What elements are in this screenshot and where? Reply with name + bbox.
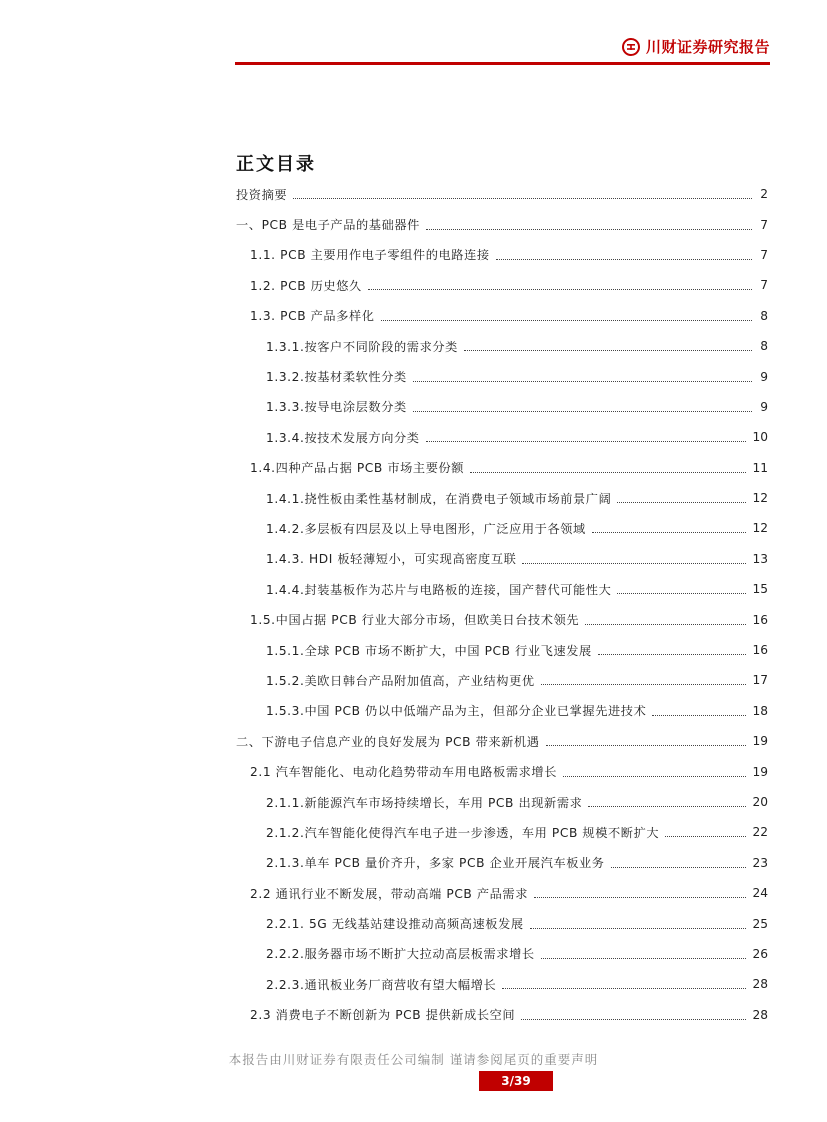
toc-entry-label: 一、PCB 是电子产品的基础器件 [236, 218, 420, 233]
toc-entry-label: 1.5.中国占据 PCB 行业大部分市场，但欧美日台技术领先 [250, 613, 580, 628]
toc-entry-label: 投资摘要 [236, 187, 288, 202]
toc-entry-page: 11 [752, 460, 768, 475]
toc-entry-label: 1.3.2.按基材柔软性分类 [266, 370, 407, 385]
toc-entry-label: 1.1. PCB 主要用作电子零组件的电路连接 [250, 248, 490, 263]
toc-leader-dots [617, 592, 746, 594]
toc-entry[interactable] [236, 453, 768, 483]
toc-entry-page: 10 [752, 430, 768, 445]
toc-entry-page: 9 [760, 399, 768, 414]
brand-name: 川财证券研究报告 [645, 38, 770, 56]
toc-entry-label: 1.3. PCB 产品多样化 [250, 309, 375, 324]
toc-entry-page: 19 [752, 734, 768, 749]
toc-entry-label: 2.2.3.通讯板业务厂商营收有望大幅增长 [266, 977, 497, 992]
toc-entry[interactable] [236, 604, 768, 634]
brand [622, 36, 770, 57]
toc-entry[interactable] [236, 301, 768, 331]
toc-entry[interactable] [236, 787, 768, 817]
toc-entry-page: 28 [752, 977, 768, 992]
toc-entry-label: 1.4.四种产品占据 PCB 市场主要份额 [250, 461, 465, 476]
toc-entry-page: 22 [752, 825, 768, 840]
toc-title: 正文目录 [236, 154, 316, 175]
toc-leader-dots [611, 866, 747, 868]
toc-entry-page: 7 [760, 247, 768, 262]
toc-entry[interactable] [236, 574, 768, 604]
toc-entry[interactable] [236, 513, 768, 543]
toc-leader-dots [413, 380, 752, 382]
toc-entry[interactable] [236, 361, 768, 391]
toc-entry-page: 17 [752, 673, 768, 688]
toc-entry-label: 2.3 消费电子不断创新为 PCB 提供新成长空间 [250, 1008, 516, 1023]
toc-leader-dots [652, 714, 746, 716]
toc-entry-label: 2.2 通讯行业不断发展，带动高端 PCB 产品需求 [250, 886, 529, 901]
toc-leader-dots [413, 410, 752, 412]
toc-entry-label: 2.1.1.新能源汽车市场持续增长，车用 PCB 出现新需求 [266, 795, 583, 810]
toc-entry-page: 12 [752, 521, 768, 536]
toc-entry-page: 19 [752, 764, 768, 779]
toc-entry-page: 8 [760, 339, 768, 354]
toc-entry[interactable] [236, 939, 768, 969]
toc-entry[interactable] [236, 483, 768, 513]
toc-leader-dots [665, 835, 746, 837]
toc-entry[interactable] [236, 696, 768, 726]
toc-leader-dots [522, 562, 746, 564]
toc-entry-page: 2 [760, 187, 768, 202]
toc-entry-label: 1.3.3.按导电涂层数分类 [266, 400, 407, 415]
toc-entry[interactable] [236, 817, 768, 847]
toc-leader-dots [541, 683, 747, 685]
toc-entry-page: 23 [752, 855, 768, 870]
toc-leader-dots [563, 775, 747, 777]
toc-entry[interactable] [236, 544, 768, 574]
toc-entry-label: 1.3.1.按客户不同阶段的需求分类 [266, 339, 458, 354]
toc-entry[interactable] [236, 969, 768, 999]
toc-leader-dots [588, 805, 746, 807]
toc-entry-page: 9 [760, 369, 768, 384]
toc-entry-page: 13 [752, 551, 768, 566]
toc-leader-dots [534, 896, 746, 898]
toc-entry[interactable] [236, 756, 768, 786]
toc-entry-label: 2.2.1. 5G 无线基站建设推动高频高速板发展 [266, 917, 524, 932]
toc-entry-page: 7 [760, 278, 768, 293]
toc-entry[interactable] [236, 392, 768, 422]
toc-leader-dots [470, 471, 746, 473]
toc-entry-label: 二、下游电子信息产业的良好发展为 PCB 带来新机遇 [236, 734, 540, 749]
chuancai-logo-icon [622, 38, 640, 56]
toc-leader-dots [521, 1018, 746, 1020]
toc-entry-label: 1.4.4.封装基板作为芯片与电路板的连接，国产替代可能性大 [266, 582, 612, 597]
toc-entry-label: 1.4.3. HDI 板轻薄短小，可实现高密度互联 [266, 552, 517, 567]
toc-leader-dots [541, 957, 747, 959]
toc-leader-dots [502, 987, 746, 989]
toc-entry-page: 15 [752, 582, 768, 597]
toc-leader-dots [546, 744, 747, 746]
toc-entry-page: 28 [752, 1007, 768, 1022]
page-indicator: 3/39 [479, 1071, 553, 1091]
toc-leader-dots [592, 531, 747, 533]
toc-entry-label: 2.1.3.单车 PCB 量价齐升，多家 PCB 企业开展汽车板业务 [266, 856, 605, 871]
toc-entry-label: 1.4.1.挠性板由柔性基材制成，在消费电子领域市场前景广阔 [266, 491, 612, 506]
toc-leader-dots [426, 440, 747, 442]
toc-entry-page: 20 [752, 795, 768, 809]
toc-entry[interactable] [236, 665, 768, 695]
toc-entry-page: 24 [752, 886, 768, 901]
toc-entry-label: 2.1 汽车智能化、电动化趋势带动车用电路板需求增长 [250, 765, 557, 780]
toc-entry[interactable] [236, 240, 768, 270]
toc-leader-dots [381, 319, 752, 321]
toc-entry-page: 18 [752, 703, 768, 718]
toc-leader-dots [426, 228, 752, 230]
toc-entry-label: 1.5.2.美欧日韩台产品附加值高，产业结构更优 [266, 673, 535, 688]
toc-entry[interactable] [236, 635, 768, 665]
toc-entry-label: 1.4.2.多层板有四层及以上导电图形，广泛应用于各领域 [266, 521, 586, 536]
toc-entry-page: 12 [752, 491, 768, 506]
toc-entry-label: 2.1.2.汽车智能化使得汽车电子进一步渗透，车用 PCB 规模不断扩大 [266, 825, 660, 840]
toc-entry-label: 1.5.1.全球 PCB 市场不断扩大，中国 PCB 行业飞速发展 [266, 643, 592, 658]
toc-entry-page: 7 [760, 217, 768, 232]
toc-entry-label: 1.3.4.按技术发展方向分类 [266, 430, 420, 445]
toc-entry[interactable] [236, 209, 768, 239]
toc-entry[interactable] [236, 848, 768, 878]
toc-entry-page: 26 [752, 946, 768, 961]
toc-entry[interactable] [236, 270, 768, 300]
toc-leader-dots [598, 653, 747, 655]
toc-entry-page: 16 [752, 612, 768, 627]
toc-leader-dots [617, 501, 746, 503]
toc-entry[interactable] [236, 726, 768, 756]
toc-entry-page: 8 [760, 308, 768, 323]
toc-leader-dots [368, 288, 752, 290]
toc-entry[interactable] [236, 878, 768, 908]
toc-entry[interactable] [236, 1000, 768, 1030]
toc-entry[interactable] [236, 331, 768, 361]
toc-entry[interactable] [236, 422, 768, 452]
toc-leader-dots [293, 197, 752, 199]
toc-entry[interactable] [236, 908, 768, 938]
toc-entry-label: 1.2. PCB 历史悠久 [250, 278, 362, 293]
toc-entry-label: 2.2.2.服务器市场不断扩大拉动高层板需求增长 [266, 947, 535, 962]
header-rule [235, 62, 770, 65]
toc-entry-page: 25 [752, 916, 768, 931]
toc-leader-dots [496, 258, 752, 260]
table-of-contents [236, 179, 768, 1030]
toc-entry-page: 16 [752, 643, 768, 658]
toc-entry-label: 1.5.3.中国 PCB 仍以中低端产品为主，但部分企业已掌握先进技术 [266, 704, 647, 719]
toc-leader-dots [464, 349, 752, 351]
toc-leader-dots [530, 927, 747, 929]
footer-disclaimer: 本报告由川财证券有限责任公司编制 谨请参阅尾页的重要声明 [228, 1052, 599, 1067]
toc-leader-dots [585, 623, 746, 625]
toc-entry[interactable] [236, 179, 768, 209]
page-header [235, 30, 770, 66]
